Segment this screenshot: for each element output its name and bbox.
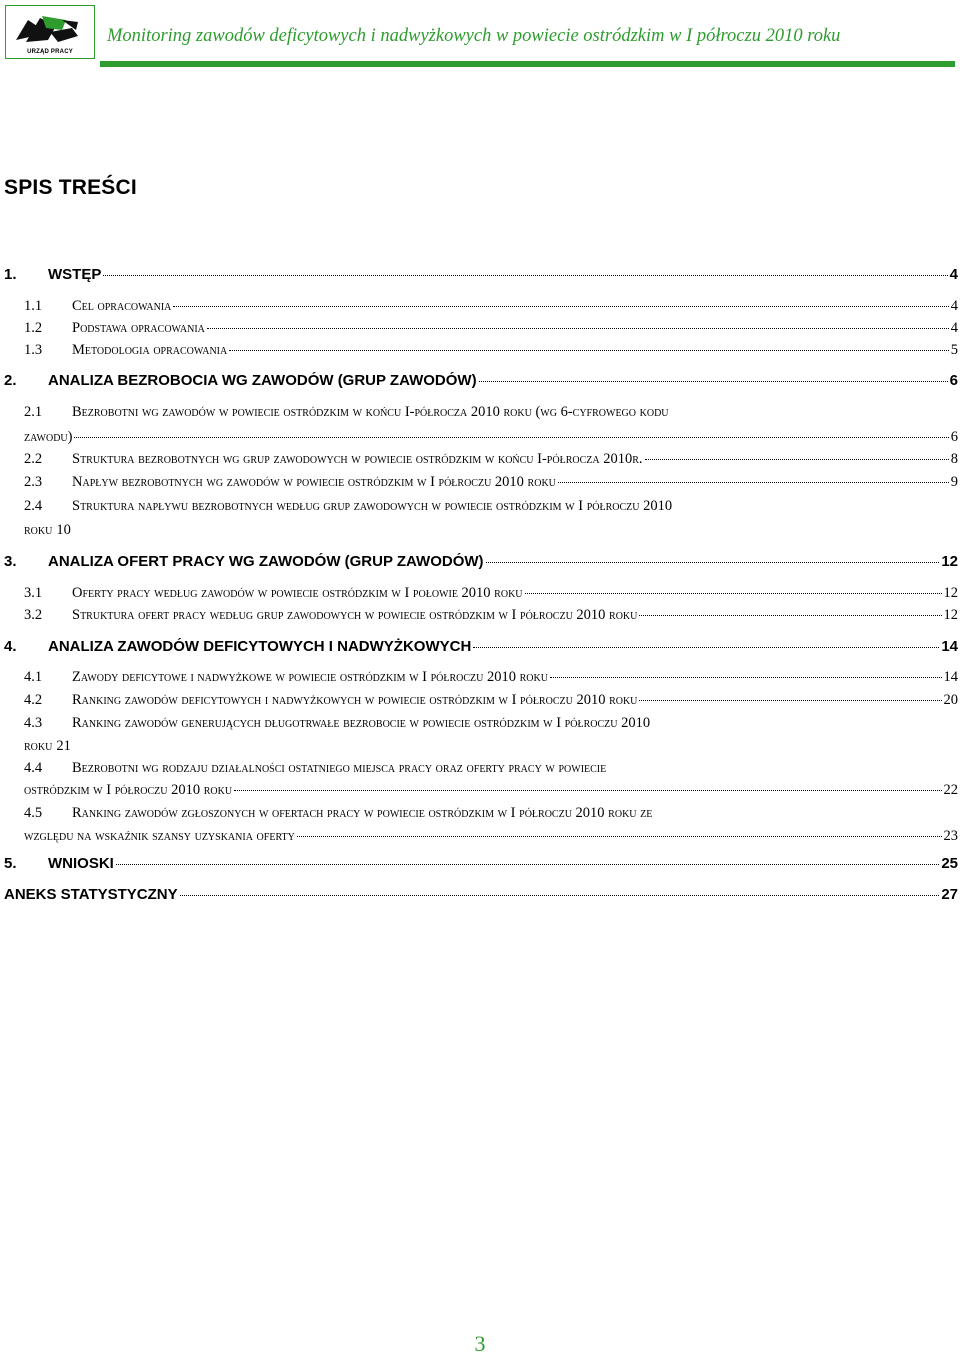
toc-entry-title: WSTĘP	[48, 266, 102, 283]
toc-entry-title: Ranking zawodów generujących długotrwałe bezrobocie w powiecie ostródzkim w I półroczu 2010	[72, 715, 651, 731]
dot-leader	[639, 615, 941, 616]
page-number: 3	[474, 1331, 486, 1356]
toc-entry-number: 2.4	[24, 498, 43, 514]
toc-entry-section[interactable]	[24, 607, 958, 624]
toc-page-number: 5	[950, 342, 958, 358]
toc-page-number: 14	[943, 669, 958, 685]
toc-entry-number: 2.2	[24, 451, 43, 467]
toc-entry-section[interactable]	[24, 760, 606, 777]
toc-entry-number: 1.1	[24, 298, 43, 314]
dot-leader	[116, 864, 939, 865]
toc-entry-continuation[interactable]	[24, 828, 958, 845]
toc-entry-chapter[interactable]	[4, 372, 958, 389]
toc-entry-title: Napływ bezrobotnych wg zawodów w powiecie ostródzkim w I półroczu 2010 roku	[72, 474, 556, 490]
toc-entry-title: Struktura napływu bezrobotnych według grup zawodowych w powiecie ostródzkim w I półroczu 2010	[72, 498, 673, 514]
toc-entry-continuation[interactable]	[24, 429, 958, 446]
toc-entry-title-continued: roku	[24, 522, 53, 538]
dot-leader	[74, 437, 948, 438]
urzad-pracy-logo	[5, 5, 95, 59]
header-divider	[100, 61, 955, 67]
toc-entry-number: 5.	[4, 855, 17, 872]
toc-entry-title-continued: roku	[24, 738, 53, 754]
page-header	[0, 0, 960, 72]
toc-page-number: 4	[949, 266, 958, 283]
toc-entry-title: ANALIZA ZAWODÓW DEFICYTOWYCH I NADWYŻKOWYCH	[48, 638, 472, 655]
toc-entry-section[interactable]	[24, 715, 650, 732]
toc-entry-title: ANALIZA BEZROBOCIA WG ZAWODÓW (GRUP ZAWODÓW)	[48, 372, 477, 389]
toc-entry-title: Struktura ofert pracy według grup zawodowych w powiecie ostródzkim w I półroczu 2010 roku	[72, 607, 638, 623]
dot-leader	[558, 482, 949, 483]
dot-leader	[550, 677, 942, 678]
toc-entry-title: Oferty pracy według zawodów w powiecie ostródzkim w I połowie 2010 roku	[72, 585, 523, 601]
toc-entry-title: Cel opracowania	[72, 298, 172, 314]
toc-entry-section[interactable]	[24, 669, 958, 686]
dot-leader	[645, 459, 949, 460]
toc-page-number: 27	[941, 886, 958, 903]
dot-leader	[180, 895, 940, 896]
toc-page-number: 14	[941, 638, 958, 655]
toc-page-number: 20	[943, 692, 958, 708]
toc-entry-number: 4.2	[24, 692, 43, 708]
dot-leader	[473, 647, 939, 648]
header-title: Monitoring zawodów deficytowych i nadwyżkowych w powiecie ostródzkim w I półroczu 2010 roku	[107, 26, 841, 46]
toc-page-number: 22	[943, 782, 958, 798]
toc-page-number: 12	[943, 585, 958, 601]
toc-entry-title: Ranking zawodów zgłoszonych w ofertach pracy w powiecie ostródzkim w I półroczu 2010 roku ze	[72, 805, 653, 821]
toc-page-number: 9	[950, 474, 958, 490]
toc-entry-number: 1.	[4, 266, 17, 283]
dot-leader	[173, 306, 948, 307]
toc-entry-number: 3.2	[24, 607, 43, 623]
toc-entry-number: 4.3	[24, 715, 43, 731]
toc-entry-number: 4.4	[24, 760, 43, 776]
toc-entry-appendix[interactable]	[4, 886, 958, 903]
toc-entry-title: Ranking zawodów deficytowych i nadwyżkowych w powiecie ostródzkim w I półroczu 2010 roku	[72, 692, 638, 708]
toc-entry-number: 4.1	[24, 669, 43, 685]
toc-entry-title: Bezrobotni wg rodzaju działalności ostatniego miejsca pracy oraz oferty pracy w powiecie	[72, 760, 607, 776]
toc-entry-title: ANALIZA OFERT PRACY WG ZAWODÓW (GRUP ZAWODÓW)	[48, 553, 484, 570]
toc-entry-number: 2.1	[24, 404, 43, 420]
dot-leader	[234, 790, 941, 791]
toc-page-number: 12	[943, 607, 958, 623]
dot-leader	[486, 562, 940, 563]
toc-entry-continuation[interactable]	[24, 522, 71, 539]
toc-entry-section[interactable]	[24, 692, 958, 709]
toc-entry-chapter[interactable]	[4, 266, 958, 283]
toc-page-number: 4	[950, 298, 958, 314]
toc-heading: SPIS TREŚCI	[4, 176, 137, 199]
dot-leader	[479, 381, 948, 382]
toc-page-number: 21	[56, 738, 71, 754]
toc-entry-section[interactable]	[24, 298, 958, 315]
dot-leader	[229, 350, 949, 351]
toc-entry-continuation[interactable]	[24, 738, 71, 755]
toc-page-number: 8	[950, 451, 958, 467]
toc-entry-chapter[interactable]	[4, 638, 958, 655]
toc-entry-title: Zawody deficytowe i nadwyżkowe w powiecie ostródzkim w I półroczu 2010 roku	[72, 669, 548, 685]
toc-page-number: 6	[949, 372, 958, 389]
dot-leader	[207, 328, 949, 329]
toc-page-number: 4	[950, 320, 958, 336]
toc-entry-title: ANEKS STATYSTYCZNY	[4, 886, 178, 903]
toc-entry-title-continued: ostródzkim w I półroczu 2010 roku	[24, 782, 233, 798]
toc-entry-title: WNIOSKI	[48, 855, 114, 872]
logo-text: URZĄD PRACY	[27, 49, 73, 55]
dot-leader	[639, 700, 941, 701]
toc-entry-section[interactable]	[24, 474, 958, 491]
toc-entry-title-continued: zawodu)	[24, 429, 73, 445]
dot-leader	[297, 836, 942, 837]
toc-entry-title: Metodologia opracowania	[72, 342, 228, 358]
toc-page-number: 6	[950, 429, 958, 445]
toc-entry-number: 3.1	[24, 585, 43, 601]
toc-entry-title: Bezrobotni wg zawodów w powiecie ostródzkim w końcu I-półrocza 2010 roku (wg 6-cyfrowego kodu	[72, 404, 669, 420]
toc-entry-section[interactable]	[24, 805, 652, 822]
toc-entry-section[interactable]	[24, 451, 958, 468]
toc-entry-number: 2.	[4, 372, 17, 389]
toc-page-number: 10	[56, 522, 71, 538]
toc-page-number: 23	[943, 828, 958, 844]
toc-entry-number: 1.2	[24, 320, 43, 336]
toc-entry-section[interactable]	[24, 320, 958, 337]
toc-page-number: 12	[941, 553, 958, 570]
toc-entry-section[interactable]	[24, 498, 672, 515]
toc-entry-number: 2.3	[24, 474, 43, 490]
toc-entry-title: Podstawa opracowania	[72, 320, 205, 336]
toc-entry-number: 1.3	[24, 342, 43, 358]
toc-entry-title-continued: względu na wskaźnik szansy uzyskania oferty	[24, 828, 295, 844]
toc-entry-chapter[interactable]	[4, 553, 958, 570]
toc-page-number: 25	[941, 855, 958, 872]
toc-entry-section[interactable]	[24, 585, 958, 602]
dot-leader	[103, 275, 947, 276]
toc-entry-chapter[interactable]	[4, 855, 958, 872]
toc-entry-number: 4.5	[24, 805, 43, 821]
toc-entry-continuation[interactable]	[24, 782, 958, 799]
dot-leader	[525, 593, 942, 594]
toc-entry-number: 4.	[4, 638, 17, 655]
toc-entry-number: 3.	[4, 553, 17, 570]
toc-entry-section[interactable]	[24, 342, 958, 359]
toc-entry-title: Struktura bezrobotnych wg grup zawodowych w powiecie ostródzkim w końcu I-półrocza 2010r.	[72, 451, 643, 467]
toc-entry-section[interactable]	[24, 404, 669, 421]
